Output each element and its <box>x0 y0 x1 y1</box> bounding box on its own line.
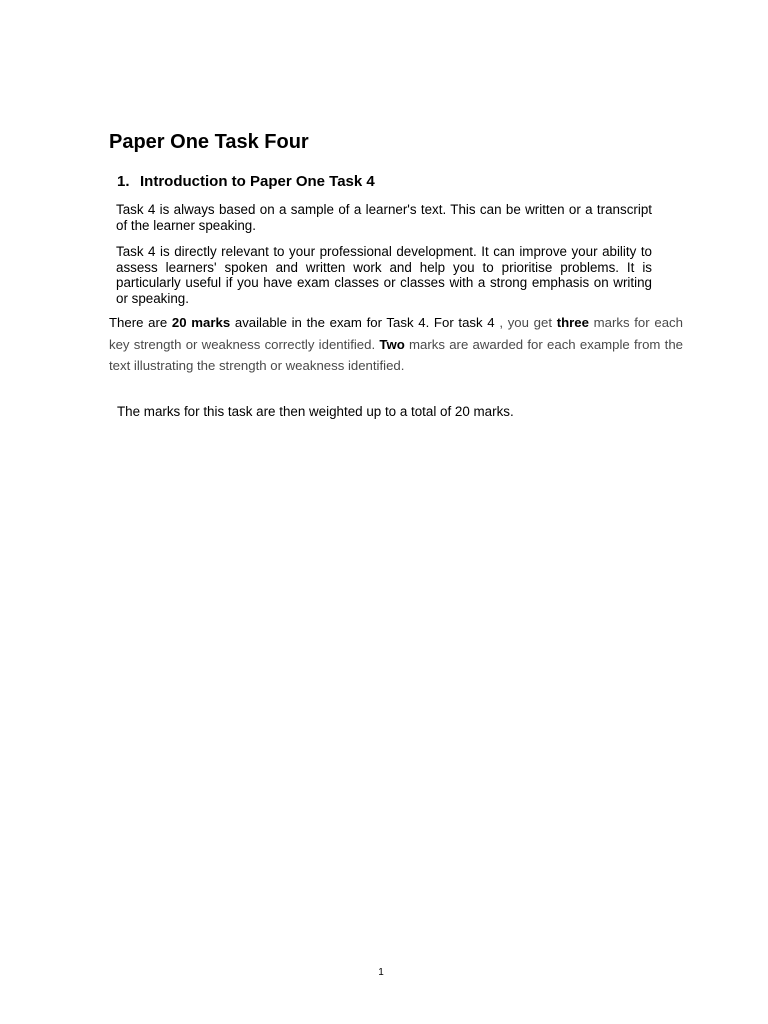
section-heading <box>117 172 375 192</box>
section-heading-text: Introduction to Paper One Task 4 <box>140 173 375 190</box>
marks-text-4: marks for each key strength or weakness correctly identified. <box>109 315 683 352</box>
paragraph-task4-sample: Task 4 is always based on a sample of a learner's text. This can be written or a transcript of the learner speaking. <box>116 202 652 233</box>
marks-text-3: , you get <box>499 315 557 330</box>
marks-total-bold: 20 marks <box>171 315 231 330</box>
marks-three-bold: three <box>556 315 589 330</box>
page-number: 1 <box>378 967 384 978</box>
page-title: Paper One Task Four <box>109 131 309 153</box>
marks-text-5: marks are awarded for each example from the text illustrating the strength or weakness identified. <box>109 336 683 373</box>
section-number: 1. <box>117 173 130 190</box>
marks-text-2: available in the exam for Task 4. For task 4 <box>230 315 500 330</box>
marks-text-1: There are <box>109 315 172 330</box>
paragraph-task4-marks <box>109 312 683 377</box>
marks-two-bold: Two <box>379 336 405 352</box>
paragraph-weighted-marks: The marks for this task are then weighted up to a total of 20 marks. <box>117 404 514 419</box>
paragraph-task4-relevance: Task 4 is directly relevant to your professional development. It can improve your ability to assess learners' spoken and written work and help you to prioritise problems. It is particularly useful if you have exam classes or classes with a strong emphasis on writing or speaking. <box>116 244 652 306</box>
